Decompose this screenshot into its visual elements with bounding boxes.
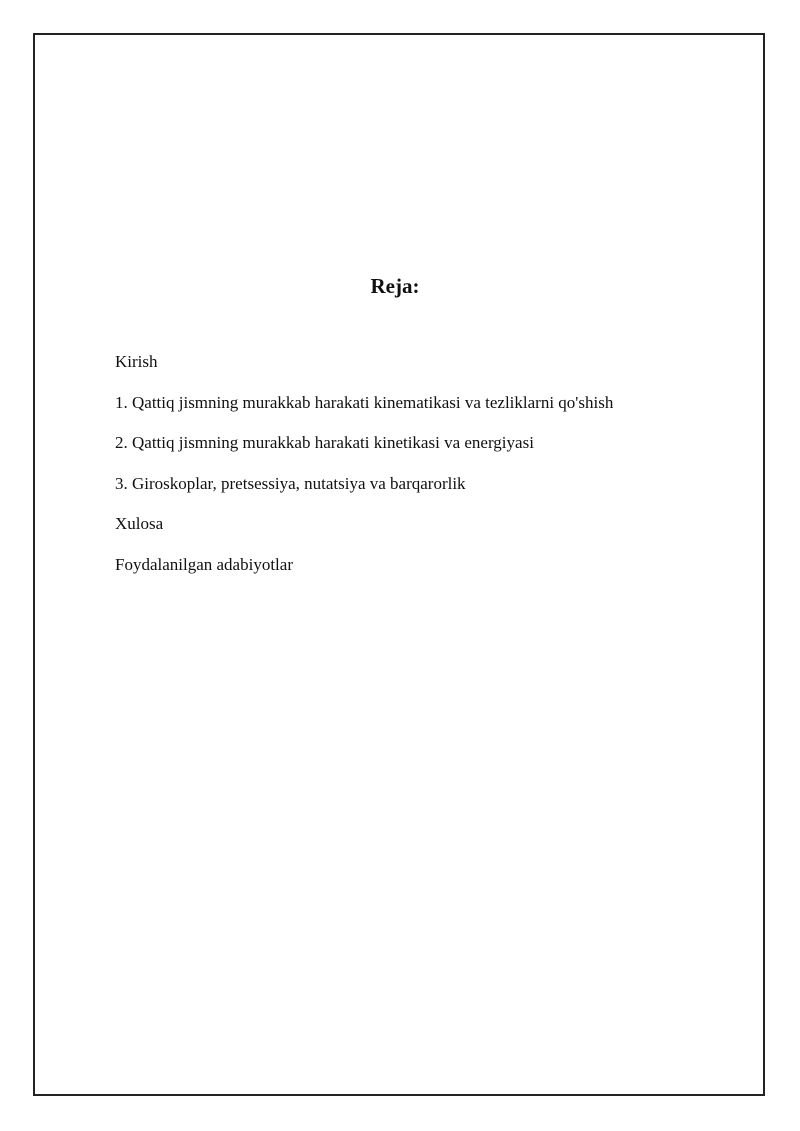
page-title: Reja: [370, 274, 420, 298]
toc-item-references: Foydalanilgan adabiyotlar [115, 554, 293, 574]
toc-item-introduction: Kirish [115, 352, 158, 371]
toc-item-1: 1. Qattiq jismning murakkab harakati kinematikasi va tezliklarni qo'shish [115, 392, 614, 412]
toc-item-conclusion: Xulosa [115, 514, 164, 533]
table-of-contents [115, 348, 613, 591]
toc-item-2: 2. Qattiq jismning murakkab harakati kinetikasi va energiyasi [115, 433, 534, 452]
toc-item-3: 3. Giroskoplar, pretsessiya, nutatsiya va barqarorlik [115, 473, 466, 493]
